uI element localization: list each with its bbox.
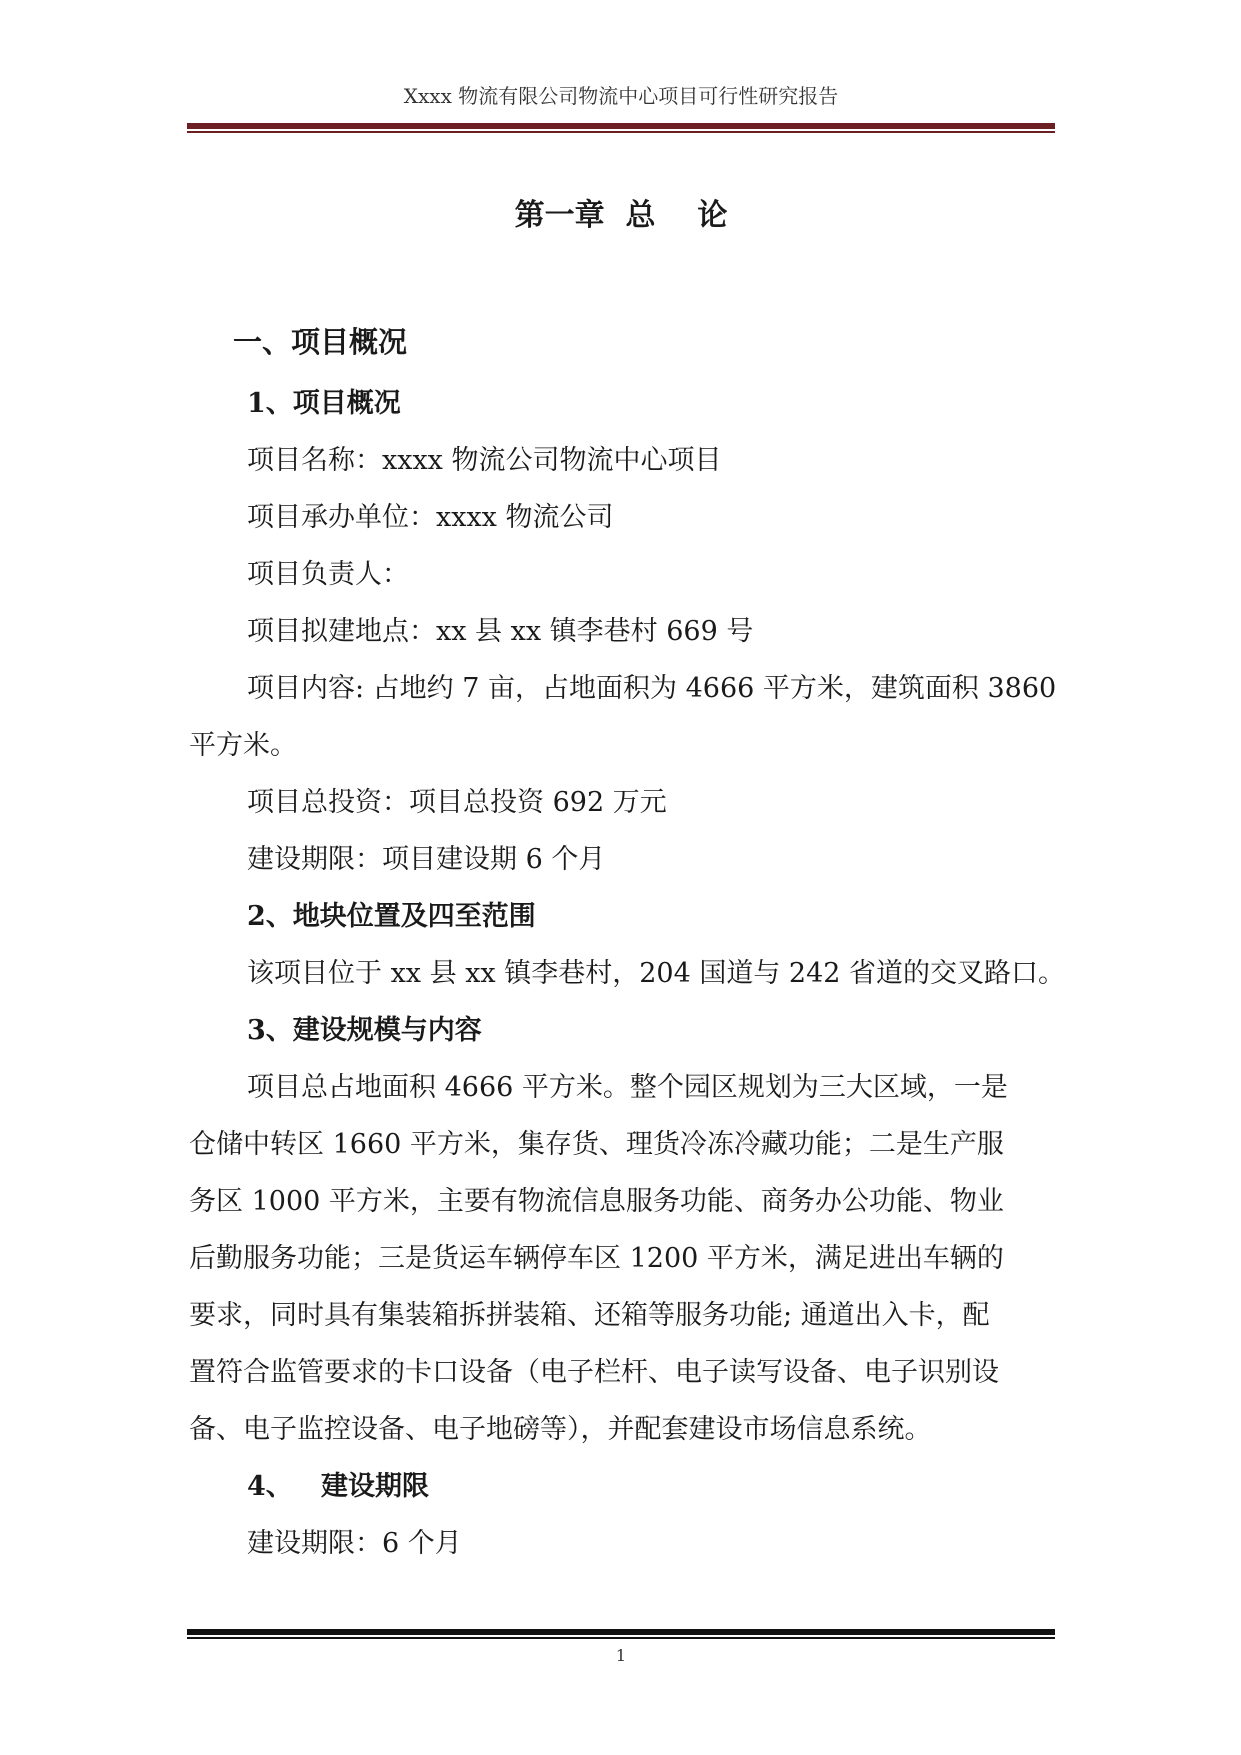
section-title: 一、项目概况	[233, 325, 408, 359]
subsection-heading: 2、地块位置及四至范围	[247, 901, 536, 932]
paragraph-line: 置符合监管要求的卡口设备（电子栏杆、电子读写设备、电子识别设	[189, 1357, 999, 1388]
paragraph-line: 平方米。	[189, 730, 297, 761]
paragraph-line: 建设期限：项目建设期 6 个月	[247, 844, 606, 875]
paragraph-line: 要求，同时具有集装箱拆拼装箱、还箱等服务功能; 通道出入卡，配	[189, 1300, 990, 1331]
subsection-heading: 4、 建设期限	[247, 1471, 429, 1502]
paragraph-line: 项目名称：xxxx 物流公司物流中心项目	[247, 445, 722, 476]
paragraph-line: 建设期限：6 个月	[247, 1528, 462, 1559]
paragraph-line: 务区 1000 平方米，主要有物流信息服务功能、商务办公功能、物业	[189, 1186, 1004, 1217]
footer-rule-thin	[187, 1637, 1055, 1639]
header-rule-thin	[187, 131, 1055, 133]
chapter-title: 第一章 总 论	[514, 198, 728, 233]
paragraph-line: 后勤服务功能；三是货运车辆停车区 1200 平方米，满足进出车辆的	[189, 1243, 1004, 1274]
paragraph-line: 项目承办单位：xxxx 物流公司	[247, 502, 614, 533]
paragraph-line: 该项目位于 xx 县 xx 镇李巷村，204 国道与 242 省道的交叉路口。	[247, 958, 1066, 989]
running-header: Xxxx 物流有限公司物流中心项目可行性研究报告	[403, 84, 839, 108]
subsection-heading: 3、建设规模与内容	[247, 1015, 482, 1046]
header-rule-thick	[187, 123, 1055, 129]
paragraph-line: 仓储中转区 1660 平方米，集存货、理货冷冻冷藏功能；二是生产服	[189, 1129, 1004, 1160]
subsection-heading: 1、项目概况	[247, 388, 401, 419]
paragraph-line: 项目总投资：项目总投资 692 万元	[247, 787, 667, 818]
paragraph-line: 项目总占地面积 4666 平方米。整个园区规划为三大区域，一是	[247, 1072, 1008, 1103]
paragraph-line: 项目内容: 占地约 7 亩，占地面积为 4666 平方米，建筑面积 3860	[247, 673, 1057, 704]
paragraph-line: 项目拟建地点：xx 县 xx 镇李巷村 669 号	[247, 616, 754, 647]
footer-rule-thick	[187, 1629, 1055, 1635]
paragraph-line: 备、电子监控设备、电子地磅等），并配套建设市场信息系统。	[189, 1414, 932, 1445]
page-number: 1	[615, 1646, 627, 1665]
body-text	[189, 375, 1066, 1572]
paragraph-line: 项目负责人：	[247, 559, 409, 590]
